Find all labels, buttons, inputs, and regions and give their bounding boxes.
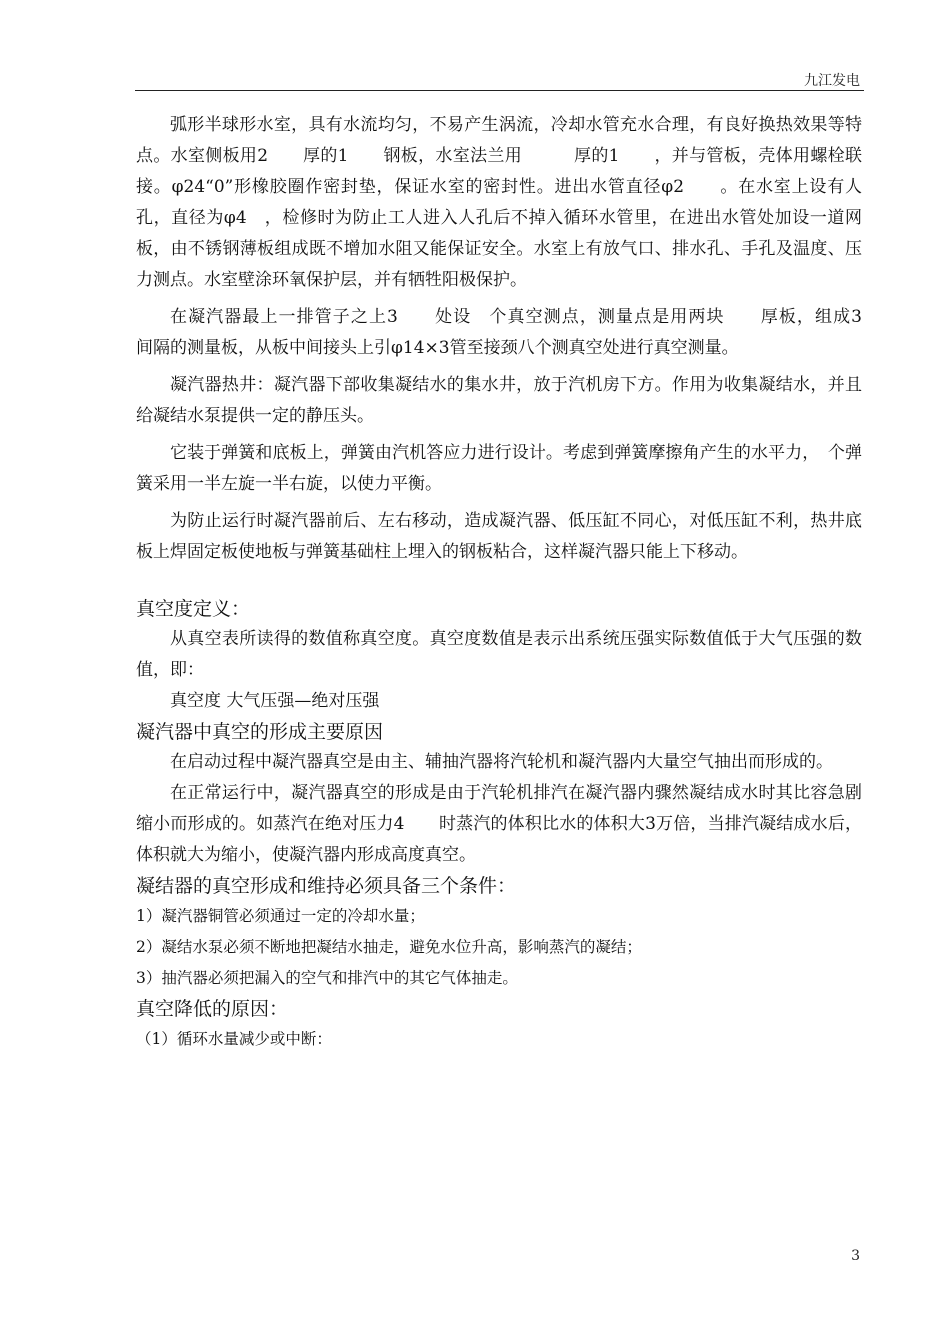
header-text: 九江发电 (804, 73, 860, 89)
paragraph-vacuum-measurement: 在凝汽器最上一排管子之上3 处设 个真空测点，测量点是用两块 厚板，组成3 间隔的测量板，从板中间接头上引φ14×3管至接颈八个测真空处进行真空测量。 (136, 307, 896, 358)
list-item-condition-2: 2）凝结水泵必须不断地把凝结水抽走，避免水位升高，影响蒸汽的凝结； (136, 938, 642, 956)
heading-three-conditions: 凝结器的真空形成和维持必须具备三个条件： (136, 875, 517, 897)
header-divider (135, 90, 864, 91)
list-item-cause-1: （1）循环水量减少或中断： (136, 1030, 332, 1048)
page-number: 3 (851, 1248, 860, 1264)
document-body (136, 110, 896, 1055)
list-item-condition-1: 1）凝汽器铜管必须通过一定的冷却水量； (136, 907, 425, 925)
list-item-condition-3: 3）抽汽器必须把漏入的空气和排汽中的其它气体抽走。 (136, 969, 518, 987)
heading-vacuum-formation: 凝汽器中真空的形成主要原因 (136, 721, 384, 743)
paragraph-fixing-plate: 为防止运行时凝汽器前后、左右移动，造成凝汽器、低压缸不同心，对低压缸不利，热井底板上焊固定板使地板与弹簧基础柱上埋入的钢板粘合，这样凝汽器只能上下移动。 (136, 511, 862, 562)
paragraph-vacuum-definition: 从真空表所读得的数值称真空度。真空度数值是表示出系统压强实际数值低于大气压强的数值，即： (136, 629, 862, 680)
paragraph-vacuum-formula: 真空度 大气压强—绝对压强 (170, 691, 380, 711)
heading-vacuum-definition: 真空度定义： (136, 598, 251, 620)
spacer (136, 568, 862, 594)
heading-vacuum-drop-causes: 真空降低的原因： (136, 998, 289, 1020)
paragraph-springs: 它装于弹簧和底板上，弹簧由汽机答应力进行设计。考虑到弹簧摩擦角产生的水平力， 个弹簧采用一半左旋一半右旋，以使力平衡。 (136, 443, 862, 494)
paragraph-water-chamber: 弧形半球形水室，具有水流均匀，不易产生涡流，冷却水管充水合理，有良好换热效果等特点。水室侧板用2 厚的1 钢板，水室法兰用 厚的1 ，并与管板，壳体用螺栓联接。φ24“0”形橡胶圈作密封垫，保证水室的密封性。进出水管直径φ2 。在水室上设有人孔，直径为φ4 ，检修时为防止工人进入人孔后不掉入循环水管里，在进出水管处加设一道网板，由不锈钢薄板组成既不增加水阻又能保证安全。水室上有放气口、排水孔、手孔及温度、压力测点。水室壁涂环氧保护层，并有牺牲阳极保护。 (136, 115, 862, 290)
paragraph-startup-vacuum: 在启动过程中凝汽器真空是由主、辅抽汽器将汽轮机和凝汽器内大量空气抽出而形成的。 (170, 752, 833, 772)
paragraph-hotwell: 凝汽器热井：凝汽器下部收集凝结水的集水井，放于汽机房下方。作用为收集凝结水，并且给凝结水泵提供一定的静压头。 (136, 375, 862, 426)
paragraph-normal-operation-vacuum: 在正常运行中，凝汽器真空的形成是由于汽轮机排汽在凝汽器内骤然凝结成水时其比容急剧缩小而形成的。如蒸汽在绝对压力4 时蒸汽的体积比水的体积大3万倍，当排汽凝结成水后，体积就大为缩小，使凝汽器内形成高度真空。 (136, 783, 862, 865)
